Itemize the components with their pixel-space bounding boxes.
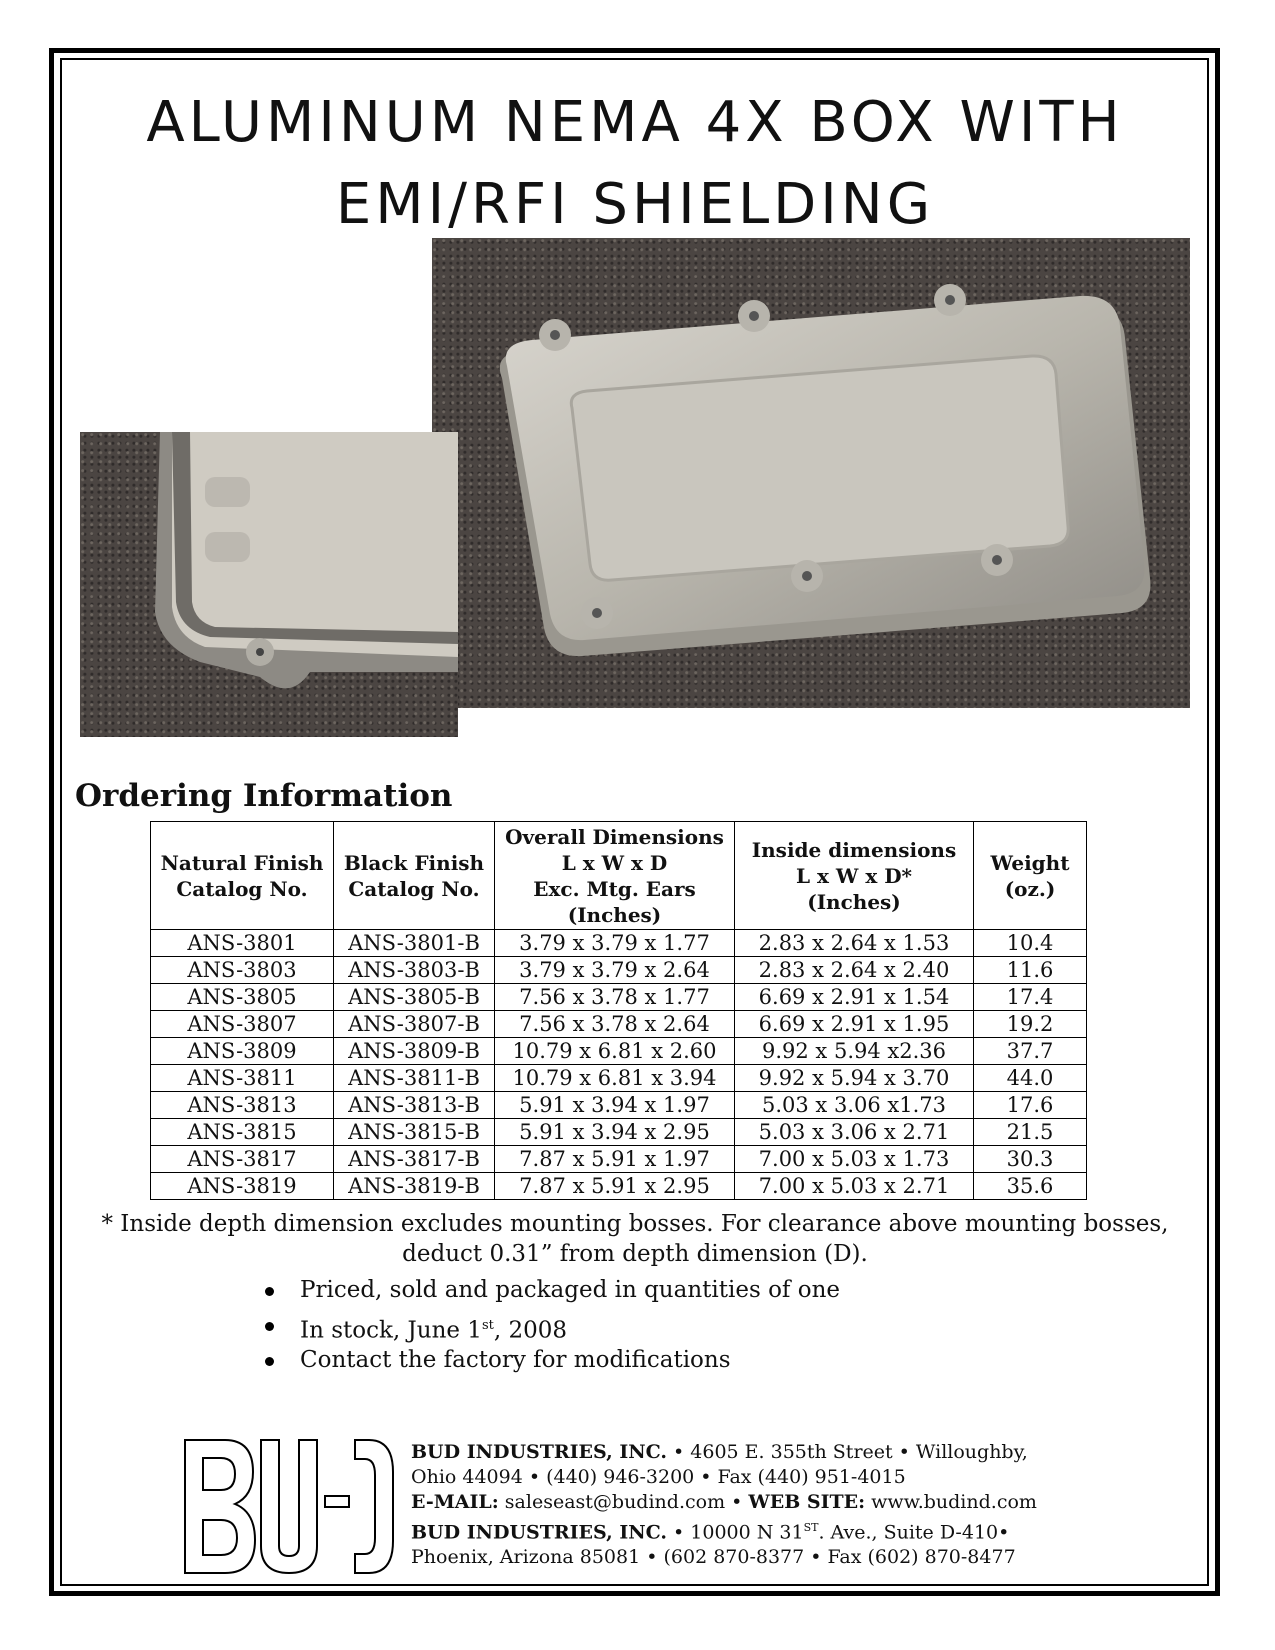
inside-dimensions-cell: 5.03 x 3.06 x 2.71: [735, 1119, 974, 1146]
title-line-1: ALUMINUM NEMA 4X BOX WITH: [146, 90, 1124, 155]
overall-dimensions-cell: 3.79 x 3.79 x 1.77: [495, 930, 735, 957]
weight-cell: 17.6: [974, 1092, 1087, 1119]
natural-catalog-cell: ANS-3819: [151, 1173, 334, 1200]
natural-catalog-cell: ANS-3817: [151, 1146, 334, 1173]
natural-catalog-cell: ANS-3807: [151, 1011, 334, 1038]
overall-dimensions-cell: 5.91 x 3.94 x 2.95: [495, 1119, 735, 1146]
contact-line-2: Ohio 44094 • (440) 946-3200 • Fax (440) 951-4015: [411, 1466, 906, 1488]
weight-cell: 37.7: [974, 1038, 1087, 1065]
inside-dimensions-cell: 7.00 x 5.03 x 1.73: [735, 1146, 974, 1173]
header-overall-dimensions: Overall Dimensions L x W x D Exc. Mtg. Ears (Inches): [495, 822, 735, 930]
table-row: [151, 1011, 1087, 1038]
bullet-icon: [265, 1322, 274, 1331]
black-catalog-cell: ANS-3809-B: [334, 1038, 495, 1065]
table-row: [151, 930, 1087, 957]
natural-catalog-cell: ANS-3803: [151, 957, 334, 984]
footnote-line-2: deduct 0.31” from depth dimension (D).: [402, 1241, 868, 1267]
weight-cell: 17.4: [974, 984, 1087, 1011]
natural-catalog-cell: ANS-3801: [151, 930, 334, 957]
inside-dimensions-cell: 2.83 x 2.64 x 1.53: [735, 930, 974, 957]
email-link[interactable]: saleseast@budind.com •: [498, 1491, 749, 1513]
header-black-finish: Black Finish Catalog No.: [334, 822, 495, 930]
header-natural-finish: Natural Finish Catalog No.: [151, 822, 334, 930]
black-catalog-cell: ANS-3811-B: [334, 1065, 495, 1092]
table-row: [151, 1092, 1087, 1119]
inside-dimensions-cell: 7.00 x 5.03 x 2.71: [735, 1173, 974, 1200]
inside-dimensions-cell: 6.69 x 2.91 x 1.54: [735, 984, 974, 1011]
page-title: [70, 82, 1200, 246]
footnote: [72, 1209, 1198, 1269]
weight-cell: 30.3: [974, 1146, 1087, 1173]
title-line-2: EMI/RFI SHIELDING: [335, 172, 935, 237]
natural-catalog-cell: ANS-3811: [151, 1065, 334, 1092]
table-row: [151, 984, 1087, 1011]
header-inside-dimensions: Inside dimensions L x W x D* (Inches): [735, 822, 974, 930]
table-row: [151, 1146, 1087, 1173]
black-catalog-cell: ANS-3807-B: [334, 1011, 495, 1038]
black-catalog-cell: ANS-3819-B: [334, 1173, 495, 1200]
inside-dimensions-cell: 9.92 x 5.94 x2.36: [735, 1038, 974, 1065]
natural-catalog-cell: ANS-3809: [151, 1038, 334, 1065]
section-heading-ordering: Ordering Information: [75, 778, 453, 814]
weight-cell: 11.6: [974, 957, 1087, 984]
overall-dimensions-cell: 5.91 x 3.94 x 1.97: [495, 1092, 735, 1119]
list-item: Contact the factory for modifications: [260, 1343, 840, 1378]
table-row: [151, 1065, 1087, 1092]
table-row: [151, 1119, 1087, 1146]
contact-line-4: BUD INDUSTRIES, INC. • 10000 N 31ST. Ave., Suite D-410•: [411, 1521, 1010, 1544]
weight-cell: 10.4: [974, 930, 1087, 957]
black-catalog-cell: ANS-3801-B: [334, 930, 495, 957]
overall-dimensions-cell: 7.56 x 3.78 x 2.64: [495, 1011, 735, 1038]
overall-dimensions-cell: 10.79 x 6.81 x 3.94: [495, 1065, 735, 1092]
table-body: [151, 930, 1087, 1200]
overall-dimensions-cell: 3.79 x 3.79 x 2.64: [495, 957, 735, 984]
overall-dimensions-cell: 7.87 x 5.91 x 1.97: [495, 1146, 735, 1173]
table-header-row: [151, 822, 1087, 930]
bullet-icon: [265, 1357, 274, 1366]
black-catalog-cell: ANS-3803-B: [334, 957, 495, 984]
bullet-icon: [265, 1287, 274, 1296]
contact-line-5: Phoenix, Arizona 85081 • (602 870-8377 • Fax (602) 870-8477: [411, 1546, 1016, 1569]
overall-dimensions-cell: 7.56 x 3.78 x 1.77: [495, 984, 735, 1011]
weight-cell: 19.2: [974, 1011, 1087, 1038]
black-catalog-cell: ANS-3817-B: [334, 1146, 495, 1173]
bullet-list: [260, 1273, 840, 1378]
enclosure-gasket-photo: [80, 432, 458, 737]
inside-dimensions-cell: 9.92 x 5.94 x 3.70: [735, 1065, 974, 1092]
enclosure-photo: [432, 238, 1190, 708]
ordering-table: [150, 821, 1087, 1200]
natural-catalog-cell: ANS-3805: [151, 984, 334, 1011]
bud-logo: [183, 1438, 395, 1575]
black-catalog-cell: ANS-3813-B: [334, 1092, 495, 1119]
table-row: [151, 957, 1087, 984]
black-catalog-cell: ANS-3805-B: [334, 984, 495, 1011]
black-catalog-cell: ANS-3815-B: [334, 1119, 495, 1146]
weight-cell: 44.0: [974, 1065, 1087, 1092]
overall-dimensions-cell: 7.87 x 5.91 x 2.95: [495, 1173, 735, 1200]
contact-line-1: BUD INDUSTRIES, INC. • 4605 E. 355th Street • Willoughby,: [411, 1441, 1028, 1463]
inside-dimensions-cell: 2.83 x 2.64 x 2.40: [735, 957, 974, 984]
contact-info: [411, 1440, 1037, 1570]
footnote-line-1: * Inside depth dimension excludes mounting bosses. For clearance above mounting bosses,: [101, 1211, 1169, 1237]
website-link[interactable]: www.budind.com: [865, 1491, 1037, 1513]
natural-catalog-cell: ANS-3813: [151, 1092, 334, 1119]
list-item: In stock, June 1st, 2008: [260, 1308, 840, 1343]
table-row: [151, 1173, 1087, 1200]
overall-dimensions-cell: 10.79 x 6.81 x 2.60: [495, 1038, 735, 1065]
inside-dimensions-cell: 6.69 x 2.91 x 1.95: [735, 1011, 974, 1038]
table-row: [151, 1038, 1087, 1065]
inside-dimensions-cell: 5.03 x 3.06 x1.73: [735, 1092, 974, 1119]
weight-cell: 35.6: [974, 1173, 1087, 1200]
header-weight: Weight (oz.): [974, 822, 1087, 930]
natural-catalog-cell: ANS-3815: [151, 1119, 334, 1146]
weight-cell: 21.5: [974, 1119, 1087, 1146]
contact-line-3: E-MAIL: saleseast@budind.com • WEB SITE: www.budind.com: [411, 1491, 1037, 1513]
list-item: Priced, sold and packaged in quantities of one: [260, 1273, 840, 1308]
